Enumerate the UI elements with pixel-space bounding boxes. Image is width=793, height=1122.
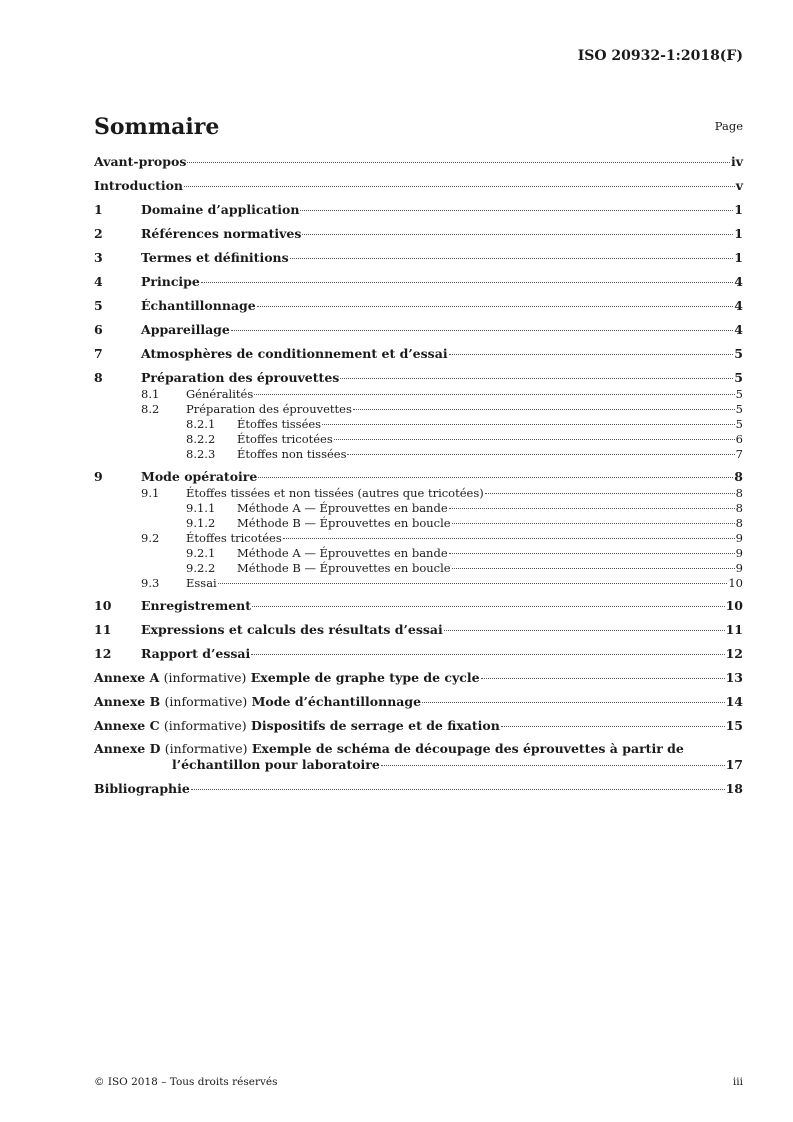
toc-number: 7 xyxy=(94,346,103,361)
toc-entry-9-3[interactable] xyxy=(94,576,743,590)
toc-page: v xyxy=(735,178,743,193)
toc-number: 8 xyxy=(94,370,103,385)
toc-entry-11[interactable] xyxy=(94,621,743,638)
toc-entry-10[interactable] xyxy=(94,597,743,614)
dot-leader xyxy=(449,508,735,509)
toc-title: Méthode A — Éprouvettes en bande xyxy=(237,501,448,515)
annex-title: Exemple de schéma de découpage des éprouvettes à partir de xyxy=(251,741,684,756)
dot-leader xyxy=(201,282,733,283)
toc-page: 5 xyxy=(735,402,743,416)
toc-number: 8.2 xyxy=(141,402,160,416)
dot-leader xyxy=(449,354,734,355)
toc-entry-7[interactable] xyxy=(94,345,743,362)
toc-page: iv xyxy=(730,154,743,169)
dot-leader xyxy=(191,789,725,790)
toc-page: 5 xyxy=(735,387,743,401)
toc-entry-avant-propos[interactable] xyxy=(94,153,743,170)
dot-leader xyxy=(449,553,735,554)
annex-title: Mode d’échantillonnage xyxy=(251,694,422,709)
toc-entry-6[interactable] xyxy=(94,321,743,338)
toc-title: Méthode B — Éprouvettes en boucle xyxy=(237,561,451,575)
toc-title: Domaine d’application xyxy=(141,202,300,217)
dot-leader xyxy=(381,765,725,766)
toc-page: 8 xyxy=(734,469,743,484)
toc-title xyxy=(94,669,480,686)
toc-number: 10 xyxy=(94,598,112,613)
annex-title: Exemple de graphe type de cycle xyxy=(250,670,480,685)
toc-number: 9.2 xyxy=(141,531,160,545)
toc-page: 9 xyxy=(735,561,743,575)
dot-leader xyxy=(340,378,733,379)
dot-leader xyxy=(422,702,725,703)
annex-d-line1 xyxy=(94,741,743,757)
annex-label: Annexe D xyxy=(94,741,161,756)
toc-page: 6 xyxy=(735,432,743,446)
toc-page: 5 xyxy=(735,417,743,431)
toc-page: 1 xyxy=(734,202,743,217)
toc-entry-9-1[interactable] xyxy=(94,486,743,500)
dot-leader xyxy=(218,583,728,584)
toc-entry-annex-d[interactable] xyxy=(94,741,743,773)
toc-number: 5 xyxy=(94,298,103,313)
toc-title: Enregistrement xyxy=(141,598,252,613)
toc-entry-8-2-1[interactable] xyxy=(94,417,743,431)
toc-page: 5 xyxy=(734,346,743,361)
dot-leader xyxy=(347,454,734,455)
annex-type: (informative) xyxy=(163,718,247,733)
toc-entry-annex-a[interactable] xyxy=(94,669,743,686)
dot-leader xyxy=(231,330,733,331)
toc-title: Méthode B — Éprouvettes en boucle xyxy=(237,516,451,530)
dot-leader xyxy=(322,424,735,425)
toc-number: 8.1 xyxy=(141,387,160,401)
toc-page: 1 xyxy=(734,250,743,265)
toc-page: 13 xyxy=(725,670,743,685)
toc-number: 11 xyxy=(94,622,112,637)
toc-entry-9-2[interactable] xyxy=(94,531,743,545)
dot-leader xyxy=(290,258,734,259)
toc-number: 6 xyxy=(94,322,103,337)
toc-page: 12 xyxy=(725,646,743,661)
toc-title: Rapport d’essai xyxy=(141,646,251,661)
toc-title: Références normatives xyxy=(141,226,302,241)
toc-entry-2[interactable] xyxy=(94,225,743,242)
page-title: Sommaire xyxy=(94,114,220,140)
dot-leader xyxy=(334,439,735,440)
toc-page: 18 xyxy=(725,781,743,796)
toc-title: Appareillage xyxy=(141,322,230,337)
dot-leader xyxy=(187,162,730,163)
toc-number: 9 xyxy=(94,469,103,484)
annex-type: (informative) xyxy=(164,741,248,756)
toc-entry-8-2[interactable] xyxy=(94,402,743,416)
dot-leader xyxy=(252,606,725,607)
dot-leader xyxy=(353,409,735,410)
dot-leader xyxy=(501,726,725,727)
toc-title: Généralités xyxy=(186,387,254,401)
toc-entry-9-1-1[interactable] xyxy=(94,501,743,515)
toc-title: Échantillonnage xyxy=(141,298,256,313)
toc-title: Étoffes tricotées xyxy=(237,432,333,446)
toc-number: 9.1 xyxy=(141,486,160,500)
toc-entry-4[interactable] xyxy=(94,273,743,290)
toc-number: 2 xyxy=(94,226,103,241)
toc-number: 9.2.2 xyxy=(186,561,216,575)
toc-entry-annex-b[interactable] xyxy=(94,693,743,710)
toc-title xyxy=(94,693,421,710)
table-of-contents xyxy=(94,153,743,797)
dot-leader xyxy=(485,493,735,494)
toc-title: Étoffes tissées et non tissées (autres que tricotées) xyxy=(186,486,484,500)
toc-title: Étoffes tricotées xyxy=(186,531,282,545)
toc-number: 9.2.1 xyxy=(186,546,216,560)
toc-entry-9-2-1[interactable] xyxy=(94,546,743,560)
toc-title: Introduction xyxy=(94,178,184,193)
toc-title: Étoffes tissées xyxy=(237,417,322,431)
annex-type: (informative) xyxy=(164,694,248,709)
annex-label: Annexe A xyxy=(94,670,160,685)
toc-title: Méthode A — Éprouvettes en bande xyxy=(237,546,448,560)
toc-title: Préparation des éprouvettes xyxy=(141,370,340,385)
toc-page: 8 xyxy=(735,516,743,530)
toc-entry-8-2-2[interactable] xyxy=(94,432,743,446)
toc-entry-8[interactable] xyxy=(94,369,743,386)
toc-number: 9.3 xyxy=(141,576,160,590)
toc-title: Principe xyxy=(141,274,200,289)
toc-number: 8.2.2 xyxy=(186,432,216,446)
toc-entry-1[interactable] xyxy=(94,201,743,218)
dot-leader xyxy=(452,568,735,569)
toc-title: Atmosphères de conditionnement et d’essai xyxy=(141,346,448,361)
dot-leader xyxy=(258,477,733,478)
toc-number: 4 xyxy=(94,274,103,289)
toc-number: 8.2.3 xyxy=(186,447,216,461)
copyright-notice: © ISO 2018 – Tous droits réservés xyxy=(94,1076,278,1088)
annex-label: Annexe B xyxy=(94,694,161,709)
page-column-label: Page xyxy=(714,119,743,133)
annex-title: Dispositifs de serrage et de fixation xyxy=(250,718,500,733)
toc-page: 8 xyxy=(735,486,743,500)
toc-page: 1 xyxy=(734,226,743,241)
annex-type: (informative) xyxy=(163,670,247,685)
toc-entry-9[interactable] xyxy=(94,468,743,485)
dot-leader xyxy=(251,654,724,655)
toc-page: 9 xyxy=(735,546,743,560)
dot-leader xyxy=(254,394,734,395)
dot-leader xyxy=(283,538,735,539)
toc-page: 15 xyxy=(725,718,743,733)
toc-entry-8-1[interactable] xyxy=(94,387,743,401)
document-id: ISO 20932-1:2018(F) xyxy=(577,48,743,64)
annex-d-line2 xyxy=(94,757,743,773)
toc-page: 5 xyxy=(734,370,743,385)
toc-page: 8 xyxy=(735,501,743,515)
toc-entry-9-2-2[interactable] xyxy=(94,561,743,575)
toc-page: 17 xyxy=(725,757,743,772)
toc-page: 4 xyxy=(734,322,743,337)
toc-page: 14 xyxy=(725,694,743,709)
toc-number: 3 xyxy=(94,250,103,265)
toc-entry-5[interactable] xyxy=(94,297,743,314)
toc-title xyxy=(94,717,500,734)
dot-leader xyxy=(300,210,733,211)
dot-leader xyxy=(257,306,734,307)
toc-page: 10 xyxy=(725,598,743,613)
toc-entry-8-2-3[interactable] xyxy=(94,447,743,461)
toc-number: 12 xyxy=(94,646,112,661)
toc-number: 1 xyxy=(94,202,103,217)
toc-title: Avant-propos xyxy=(94,154,187,169)
dot-leader xyxy=(444,630,725,631)
toc-entry-3[interactable] xyxy=(94,249,743,266)
toc-page: 11 xyxy=(725,622,743,637)
toc-entry-annex-c[interactable] xyxy=(94,717,743,734)
toc-number: 9.1.1 xyxy=(186,501,216,515)
annex-title-continued: l’échantillon pour laboratoire xyxy=(172,757,380,772)
toc-entry-introduction[interactable] xyxy=(94,177,743,194)
toc-page: 10 xyxy=(728,576,743,590)
dot-leader xyxy=(452,523,735,524)
toc-entry-12[interactable] xyxy=(94,645,743,662)
toc-page: 4 xyxy=(734,298,743,313)
toc-entry-bibliographie[interactable] xyxy=(94,780,743,797)
page-number: iii xyxy=(732,1076,743,1088)
toc-title: Préparation des éprouvettes xyxy=(186,402,352,416)
toc-title: Bibliographie xyxy=(94,781,190,796)
dot-leader xyxy=(184,186,735,187)
toc-page: 4 xyxy=(734,274,743,289)
toc-title: Essai xyxy=(186,576,217,590)
toc-entry-9-1-2[interactable] xyxy=(94,516,743,530)
dot-leader xyxy=(302,234,733,235)
toc-title: Mode opératoire xyxy=(141,469,258,484)
toc-page: 7 xyxy=(735,447,743,461)
toc-number: 8.2.1 xyxy=(186,417,216,431)
annex-label: Annexe C xyxy=(94,718,160,733)
toc-title: Termes et définitions xyxy=(141,250,289,265)
toc-number: 9.1.2 xyxy=(186,516,216,530)
toc-page: 9 xyxy=(735,531,743,545)
toc-title: Expressions et calculs des résultats d’essai xyxy=(141,622,443,637)
toc-title: Étoffes non tissées xyxy=(237,447,347,461)
dot-leader xyxy=(481,678,725,679)
